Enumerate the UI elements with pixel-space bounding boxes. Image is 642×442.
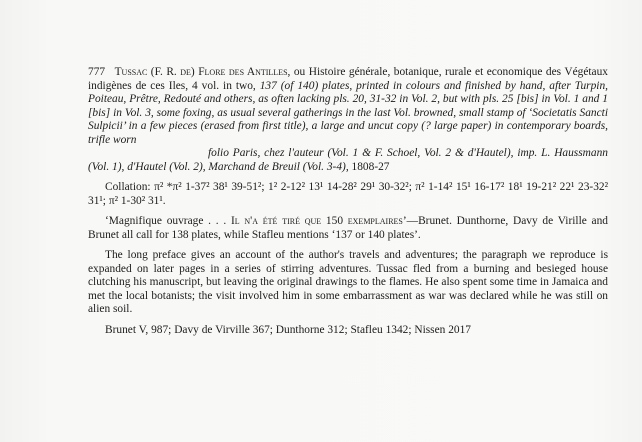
entry-description (88, 66, 608, 147)
entry-imprint-years: 1808-27 (348, 160, 390, 173)
quote-open: ‘Magnifique ouvrage . . . (105, 215, 231, 227)
entry-physical-description: 137 (of 140) plates, printed in colours and finished by hand, after Turpin, Poiteau, Prêtre, Redouté and others, as often lacking pls. 20, 31-32 in Vol. 2, but with pls. 25 [bis] in Vol. 1 and 1 [bis] in Vol. 3, some foxing, as usual several gatherings in the last Vol. browned, small stamp of ‘Societatis Sancti Sulpicii’ in a few pieces (erased from first title), a large and uncut copy (? large paper) in contemporary boards, trifle worn (88, 79, 608, 146)
entry-imprint-details: Paris, chez l'auteur (Vol. 1 & F. Schoel, Vol. 2 & d'Hautel), imp. L. Haussmann (Vol. 1), d'Hautel (Vol. 2), Marchand de Breuil (Vol. 3-4), (88, 147, 608, 173)
entry-author: Tussac (F. R. de) (114, 66, 195, 78)
quote-smallcaps: Il n'a été tiré que 150 exemplaires (230, 215, 403, 227)
entry-collation: Collation: π² *π² 1-37² 38¹ 39-51²; 1² 2-12² 13¹ 14-28² 29¹ 30-32²; π² 1-14² 15¹ 16-17² 18¹ 19-21² 22¹ 23-32² 31¹; π² 1-30² 31¹. (88, 181, 608, 207)
entry-number: 777 (88, 66, 106, 78)
entry-quote (88, 215, 608, 242)
entry-format: folio (208, 147, 229, 159)
catalogue-entry (88, 66, 608, 337)
entry-title-description: ou Histoire générale, botanique, rurale et economique des Végétaux indigènes de ces Iles, 4 vol. in two, (88, 66, 608, 92)
entry-preface-note: The long preface gives an account of the author's travels and adventures; the paragraph we reproduce is expanded on later pages in a series of stirring adventures. Tussac fled from a burning and besieged house clutching his manuscript, but leaving the original drawings to the flames. He also spent some time in Jamaica and met the local botanists; the visit involved him in some embarrassment as war was declared while he was still on alien soil. (88, 249, 608, 315)
quote-rest: ’—Brunet. Dunthorne, Davy de Virille and Brunet all call for 138 plates, while Stafleu mentions ‘137 or 140 plates’. (88, 215, 608, 241)
entry-references: Brunet V, 987; Davy de Virville 367; Dunthorne 312; Stafleu 1342; Nissen 2017 (105, 323, 471, 336)
entry-imprint (88, 147, 608, 174)
entry-title: Flore des Antilles, (198, 66, 291, 78)
